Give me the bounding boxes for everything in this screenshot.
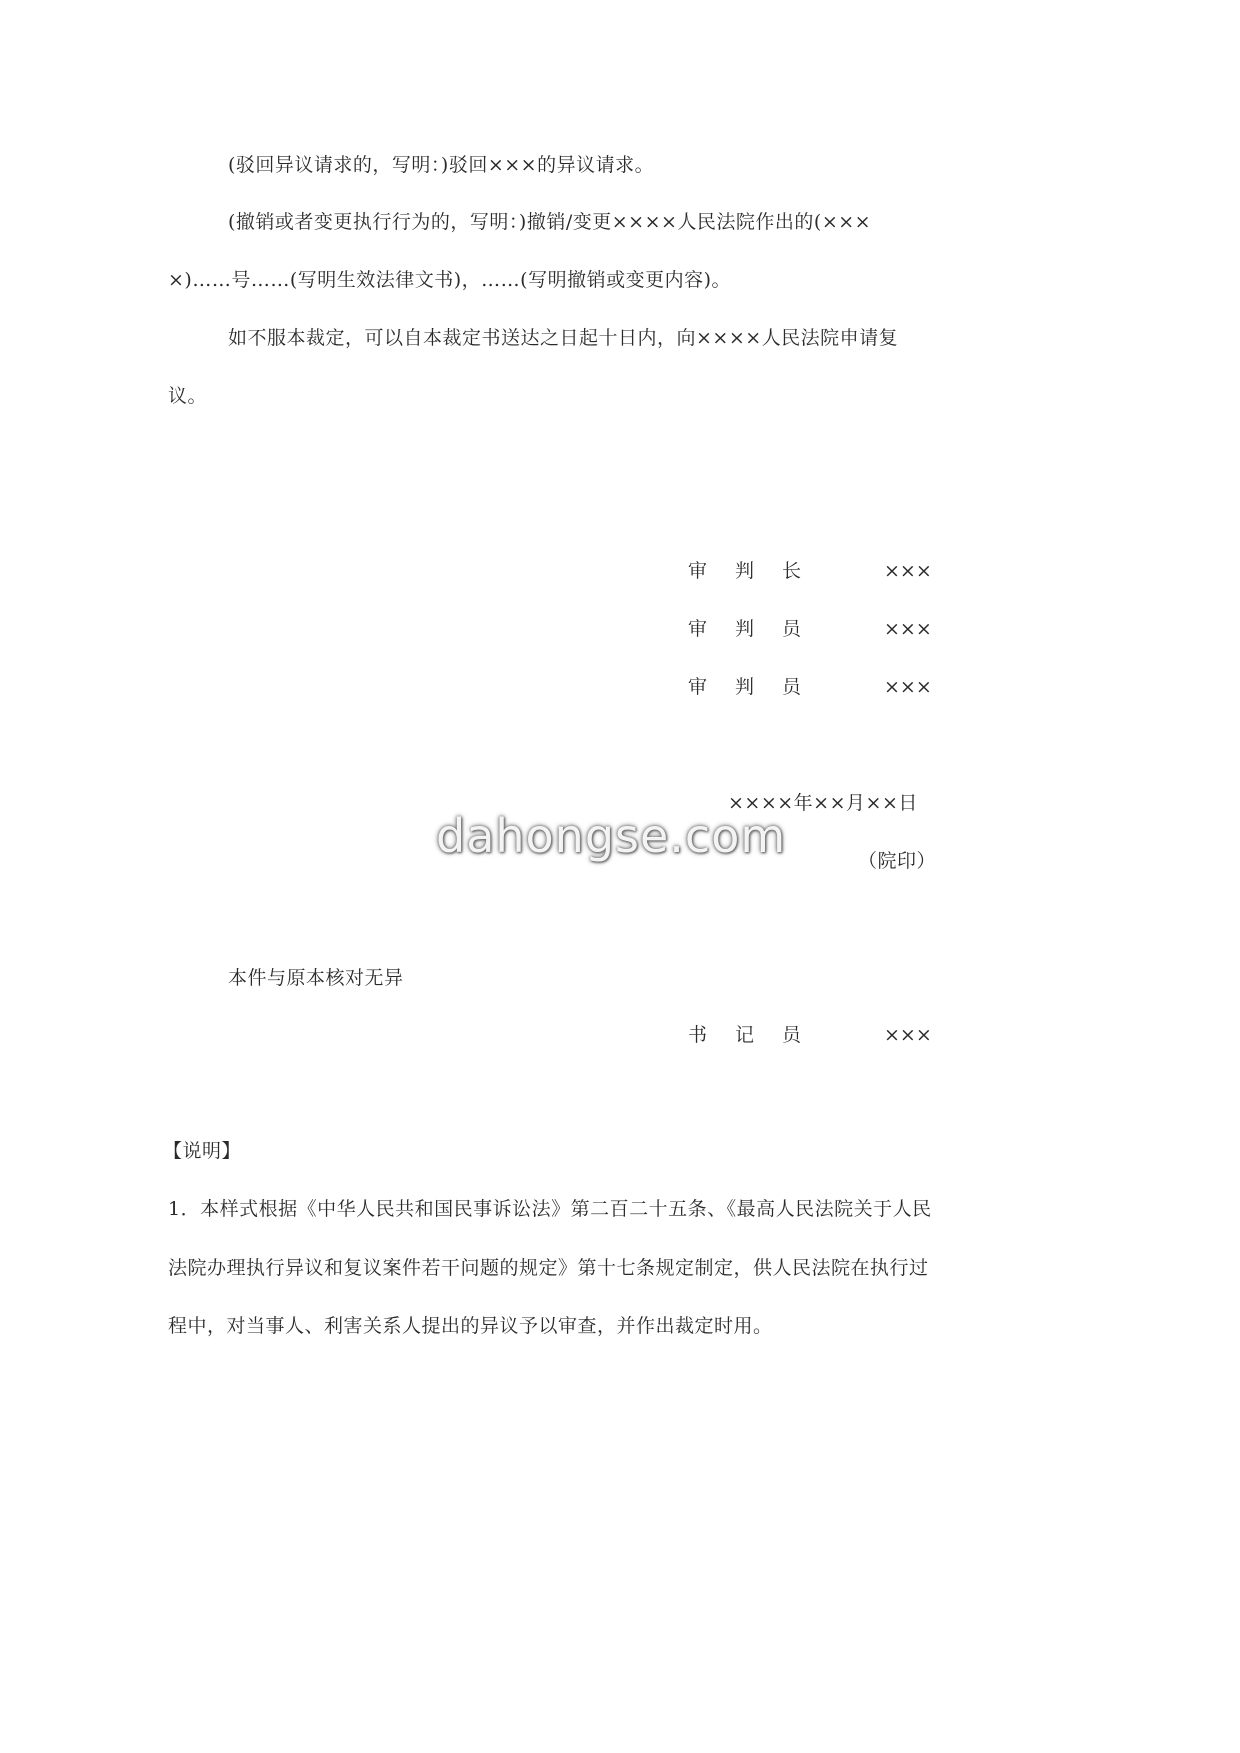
reject-request-paragraph: (驳回异议请求的，写明：)驳回×××的异议请求。: [228, 154, 655, 176]
signature-name-judge-2: ×××: [884, 676, 932, 698]
notes-item-1-line-2: 法院办理执行异议和复议案件若干问题的规定》第十七条规定制定，供人民法院在执行过: [168, 1257, 929, 1279]
signature-name-chief-judge: ×××: [884, 560, 932, 582]
review-paragraph-line-1: 如不服本裁定，可以自本裁定书送达之日起十日内，向××××人民法院申请复: [228, 327, 899, 349]
clerk-name: ×××: [884, 1024, 932, 1046]
certification-statement: 本件与原本核对无异: [228, 967, 404, 989]
notes-heading: 【说明】: [163, 1140, 242, 1162]
signature-role-judge-2: 审判员: [688, 676, 830, 698]
revoke-paragraph-line-2: ×)……号……(写明生效法律文书)，……(写明撤销或变更内容)。: [168, 269, 731, 291]
ruling-date: ××××年××月××日: [728, 792, 918, 814]
signature-name-judge-1: ×××: [884, 618, 932, 640]
revoke-paragraph-line-1: (撤销或者变更执行行为的，写明：)撤销/变更××××人民法院作出的(×××: [228, 211, 872, 233]
notes-item-1-line-1: 1．本样式根据《中华人民共和国民事诉讼法》第二百二十五条、《最高人民法院关于人民: [168, 1198, 932, 1220]
clerk-role: 书记员: [688, 1024, 830, 1046]
court-seal-note: （院印）: [858, 850, 937, 872]
signature-role-chief-judge: 审判长: [688, 560, 830, 582]
review-paragraph-line-2: 议。: [168, 385, 208, 407]
watermark-text: dahongse.com: [436, 809, 787, 863]
signature-role-judge-1: 审判员: [688, 618, 830, 640]
notes-item-1-line-3: 程中，对当事人、利害关系人提出的异议予以审查，并作出裁定时用。: [168, 1315, 773, 1337]
